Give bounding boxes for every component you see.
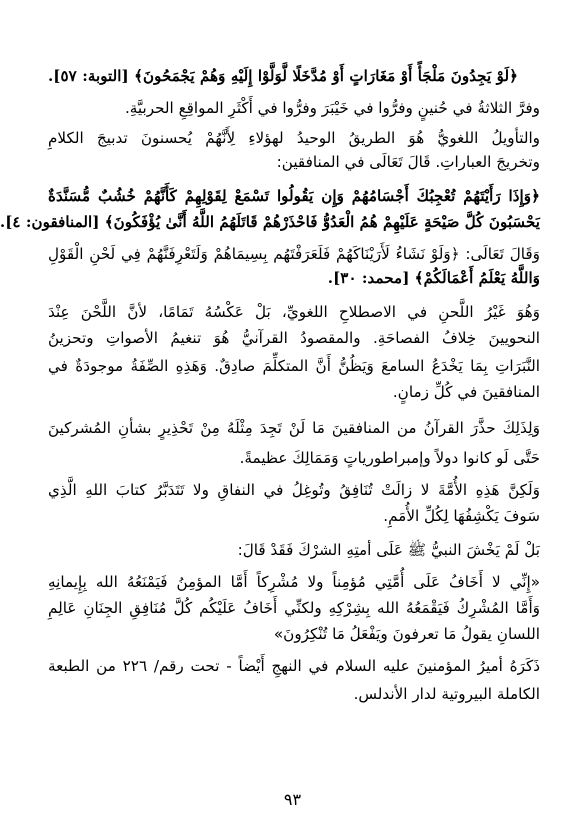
text-line: الكاملة البيروتية لدار الأندلس. xyxy=(353,685,540,703)
text-line: النحويينَ خِلافُ الفصاحَةِ. والمقصودُ القرآنيُّ هُوَ تنغيمُ الأصواتِ وتحزينُ xyxy=(48,329,540,347)
quran-verse-line: وَاللَّهُ يَعْلَمُ أَعْمَالَكُمْ﴾ [محمد: ٣٠]. xyxy=(327,269,540,287)
quran-verse-line: يَحْسَبُونَ كُلَّ صَيْحَةٍ عَلَيْهِمْ هُمُ الْعَدُوُّ فَاحْذَرْهُمْ قَاتَلَهُمُ اللَّهُ أَنَّىٰ يُؤْفَكُونَ﴾ [المنافقون: ٤]. xyxy=(0,213,540,231)
quran-verse-line: ﴿لَوْ يَجِدُونَ مَلْجَأً أَوْ مَغَارَاتٍ أَوْ مُدَّخَلًا لَّوَلَّوْا إِلَيْهِ وَهُمْ يَجْمَحُونَ﴾ [التوبة: ٥٧]. xyxy=(48,67,518,85)
text-line: وَقَالَ تَعَالَى: ﴿وَلَوْ نَشَاءُ لَأَرَيْنَاكَهُمْ فَلَعَرَفْتَهُم بِسِيمَاهُمْ وَلَتَعْرِفَنَّهُمْ فِي لَحْنِ الْقَوْلِ xyxy=(48,245,540,263)
text-line: والتأويلُ اللغويُّ هُوَ الطريقُ الوحيدُ لهؤلاءِ لِأَنَّهُمْ يُحسنونَ تدبيجَ الكلامِ xyxy=(48,129,540,147)
page-number: ٩٣ xyxy=(283,790,302,809)
text-line: وَهُوَ غَيْرُ اللَّحنِ في الاصطلاحِ اللغويِّ، بَلْ عَكْسُهُ تَمَامًا، لأنَّ اللَّحْنَ عِنْدَ xyxy=(48,303,540,321)
text-line: المنافقينَ في كُلِّ زمانٍ. xyxy=(392,383,540,401)
text-line: وَلِذَلِكَ حذَّرَ القرآنُ من المنافقينَ مَا لَنْ تَجِدَ مِثْلَهُ مِنْ تَحْذِيرٍ بشأنِ المُشركينَ xyxy=(48,419,540,437)
text-line: ذَكَرَهُ أميرُ المؤمنينَ عليه السلام في النهجِ أَيْضاً - تحت رقم/ ٢٢٦ من الطبعة xyxy=(48,657,540,675)
text-line: حَتَّى لَو كانوا دولاً وإمبراطورياتٍ وَمَمَالِكَ عظيمةً. xyxy=(239,449,540,467)
hadith-line: وَأَمَّا المُشْرِكُ فَيَقْمَعُهُ الله بِشِرْكِهِ ولكنِّي أَخَافُ عَلَيْكُم كُلَّ مُنَافِقِ الجِنَانِ عَالِمِ xyxy=(48,599,540,617)
quran-verse-line: ﴿وَإِذَا رَأَيْتَهُمْ تُعْجِبُكَ أَجْسَامُهُمْ وَإِن يَقُولُوا تَسْمَعْ لِقَوْلِهِمْ كَأَنَّهُمْ خُشُبٌ مُّسَنَّدَةٌ xyxy=(48,187,540,205)
text-line: وفرَّ الثلاثةُ في حُنينٍ وفرُّوا في خَيْبَرَ وفرُّوا في أَكْثَرِ المواقِعِ الحربيَّةِ. xyxy=(124,99,540,117)
text-line: النَّبَرَاتِ بِمَا يَخْدَعُ السامعَ وَيَظُنُّ أَنَّ المتكلِّمَ صادِقٌ. وَهَذِهِ الصِّفَةُ موجودَةٌ في xyxy=(48,357,540,375)
text-line: وتخريجَ العباراتِ. قَالَ تَعَالَى في المنافقين: xyxy=(276,153,540,171)
text-line: وَلَكِنَّ هَذِهِ الأُمَّةَ لا زالَتْ تُنَافِقُ وتُوغِلُ في النفاقِ ولا تَتَدَبَّرُ كتابَ اللهِ الَّذِي xyxy=(48,481,540,499)
hadith-line: اللسانِ يقولُ مَا تعرفونَ ويَفْعَلُ مَا تُنْكِرُونَ» xyxy=(273,625,540,643)
hadith-line: «إِنِّي لا أَخَافُ عَلَى أُمَّتِي مُؤمِناً ولا مُشْرِكاً أَمَّا المؤمِنُ فَيَمْنَعُهُ الله بِإِيمانِهِ xyxy=(48,573,540,591)
text-line: بَلْ لَمْ يَخْشَ النبيُّ ﷺ عَلَى أمتِهِ الشرْكَ فَقَدْ قَالَ: xyxy=(237,541,540,559)
text-line: سَوفَ يَكْشِفُهَا لِكُلِّ الأُمَمِ. xyxy=(383,507,540,525)
